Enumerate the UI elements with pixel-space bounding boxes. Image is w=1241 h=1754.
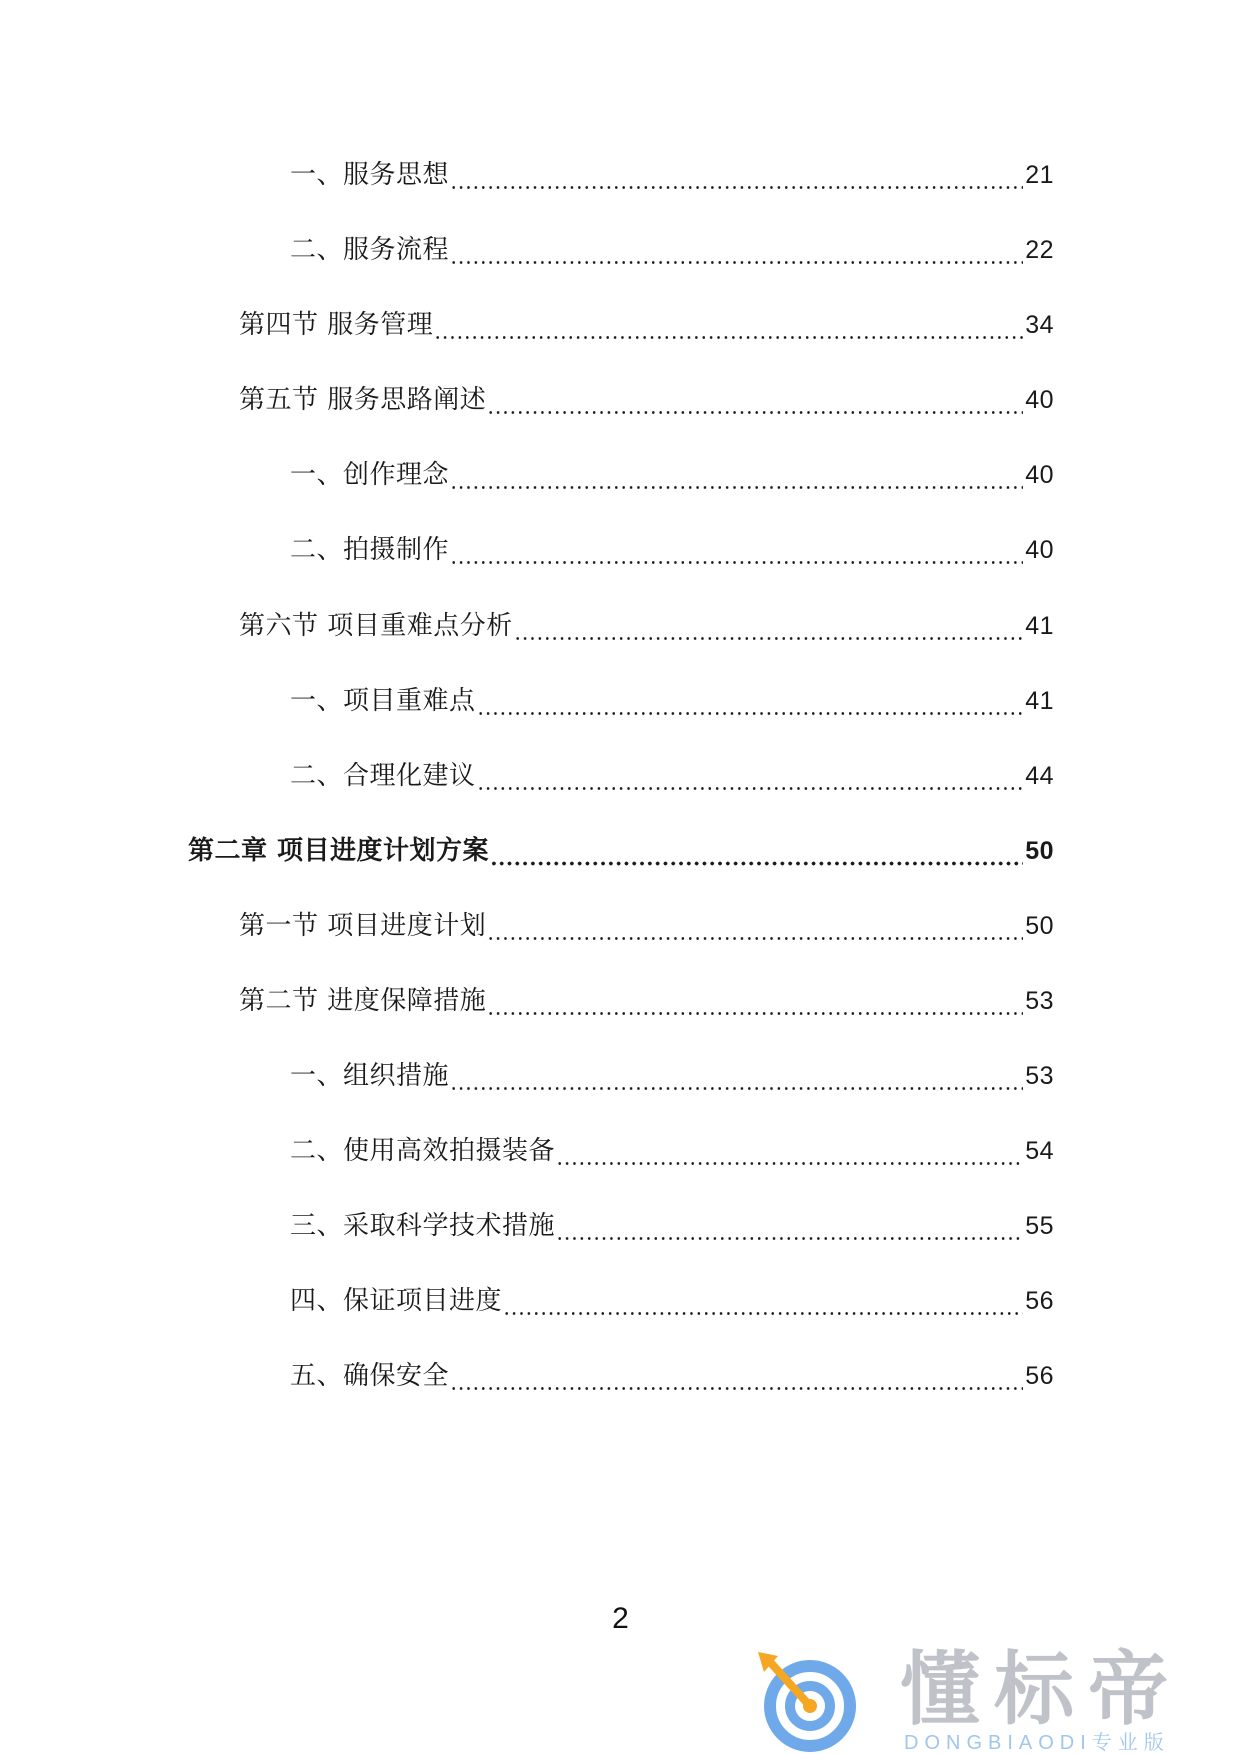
toc-entry-page: 50 [1025,837,1054,865]
toc-entry[interactable] [290,455,1054,495]
toc-entry-label: 第六节 项目重难点分析 [239,611,513,641]
toc-entry-label: 第四节 服务管理 [239,310,434,340]
toc-entry-page: 53 [1025,1062,1054,1090]
toc-entry-chapter[interactable] [188,831,1054,871]
toc-entry[interactable] [239,606,1054,646]
toc-entry-label: 三、采取科学技术措施 [290,1211,556,1241]
toc-entry-page: 21 [1025,161,1054,189]
toc-dot-leader [477,756,1023,796]
toc-entry[interactable] [290,756,1054,796]
page-number: 2 [612,1602,629,1635]
toc-entry-label: 二、拍摄制作 [290,535,450,565]
toc-dot-leader [490,831,1023,871]
toc-entry-page: 40 [1025,536,1054,564]
toc-dot-leader [477,681,1023,721]
toc-entry-page: 22 [1025,236,1054,264]
toc-entry[interactable] [239,906,1054,946]
toc-entry-page: 53 [1025,987,1054,1015]
toc-entry-page: 44 [1025,762,1054,790]
toc-entry-page: 55 [1025,1212,1054,1240]
toc-entry[interactable] [290,1131,1054,1171]
toc-dot-leader [450,455,1023,495]
toc-entry[interactable] [290,230,1054,270]
toc-dot-leader [450,1356,1023,1396]
toc-entry-label: 二、服务流程 [290,235,450,265]
toc-dot-leader [450,1056,1023,1096]
toc-entry[interactable] [239,981,1054,1021]
toc-entry[interactable] [290,155,1054,195]
toc-entry[interactable] [290,1356,1054,1396]
toc-entry-page: 40 [1025,386,1054,414]
toc-entry-page: 54 [1025,1137,1054,1165]
toc-entry-page: 40 [1025,461,1054,489]
toc-entry-page: 34 [1025,311,1054,339]
toc-dot-leader [514,606,1023,646]
toc-dot-leader [487,981,1023,1021]
toc-dot-leader [556,1131,1023,1171]
watermark-brand-name: 懂标帝 [900,1643,1182,1736]
toc-entry-page: 41 [1025,687,1054,715]
toc-entry-label: 第二节 进度保障措施 [239,986,487,1016]
toc-entry-label: 第五节 服务思路阐述 [239,385,487,415]
toc-dot-leader [487,906,1023,946]
toc-dot-leader [487,380,1023,420]
toc-dot-leader [556,1206,1023,1246]
toc-dot-leader [450,230,1023,270]
toc-entry[interactable] [239,380,1054,420]
toc-dot-leader [450,530,1023,570]
toc-dot-leader [450,155,1023,195]
brand-watermark [740,1640,1240,1754]
toc-entry-label: 二、使用高效拍摄装备 [290,1136,556,1166]
toc-entry-label: 第二章 项目进度计划方案 [188,836,490,866]
toc-dot-leader [503,1281,1023,1321]
toc-entry[interactable] [290,1281,1054,1321]
toc-entry-label: 四、保证项目进度 [290,1286,503,1316]
toc-entry[interactable] [239,305,1054,345]
toc-entry[interactable] [290,1206,1054,1246]
toc-entry[interactable] [290,1056,1054,1096]
toc-entry-label: 五、确保安全 [290,1361,450,1391]
toc-entry-label: 二、合理化建议 [290,761,476,791]
toc-entry-label: 一、创作理念 [290,460,450,490]
toc-entry-label: 一、服务思想 [290,160,450,190]
toc-entry[interactable] [290,530,1054,570]
target-logo-icon [748,1644,868,1754]
toc-entry-page: 56 [1025,1362,1054,1390]
toc-dot-leader [434,305,1023,345]
toc-entry-page: 50 [1025,912,1054,940]
toc-entry-label: 一、组织措施 [290,1061,450,1091]
toc-entry-label: 一、项目重难点 [290,686,476,716]
watermark-subtitle: DONGBIAODI专业版 [904,1732,1170,1754]
toc-entry-label: 第一节 项目进度计划 [239,911,487,941]
toc-entry[interactable] [290,681,1054,721]
toc-entry-page: 56 [1025,1287,1054,1315]
toc-entry-page: 41 [1025,612,1054,640]
